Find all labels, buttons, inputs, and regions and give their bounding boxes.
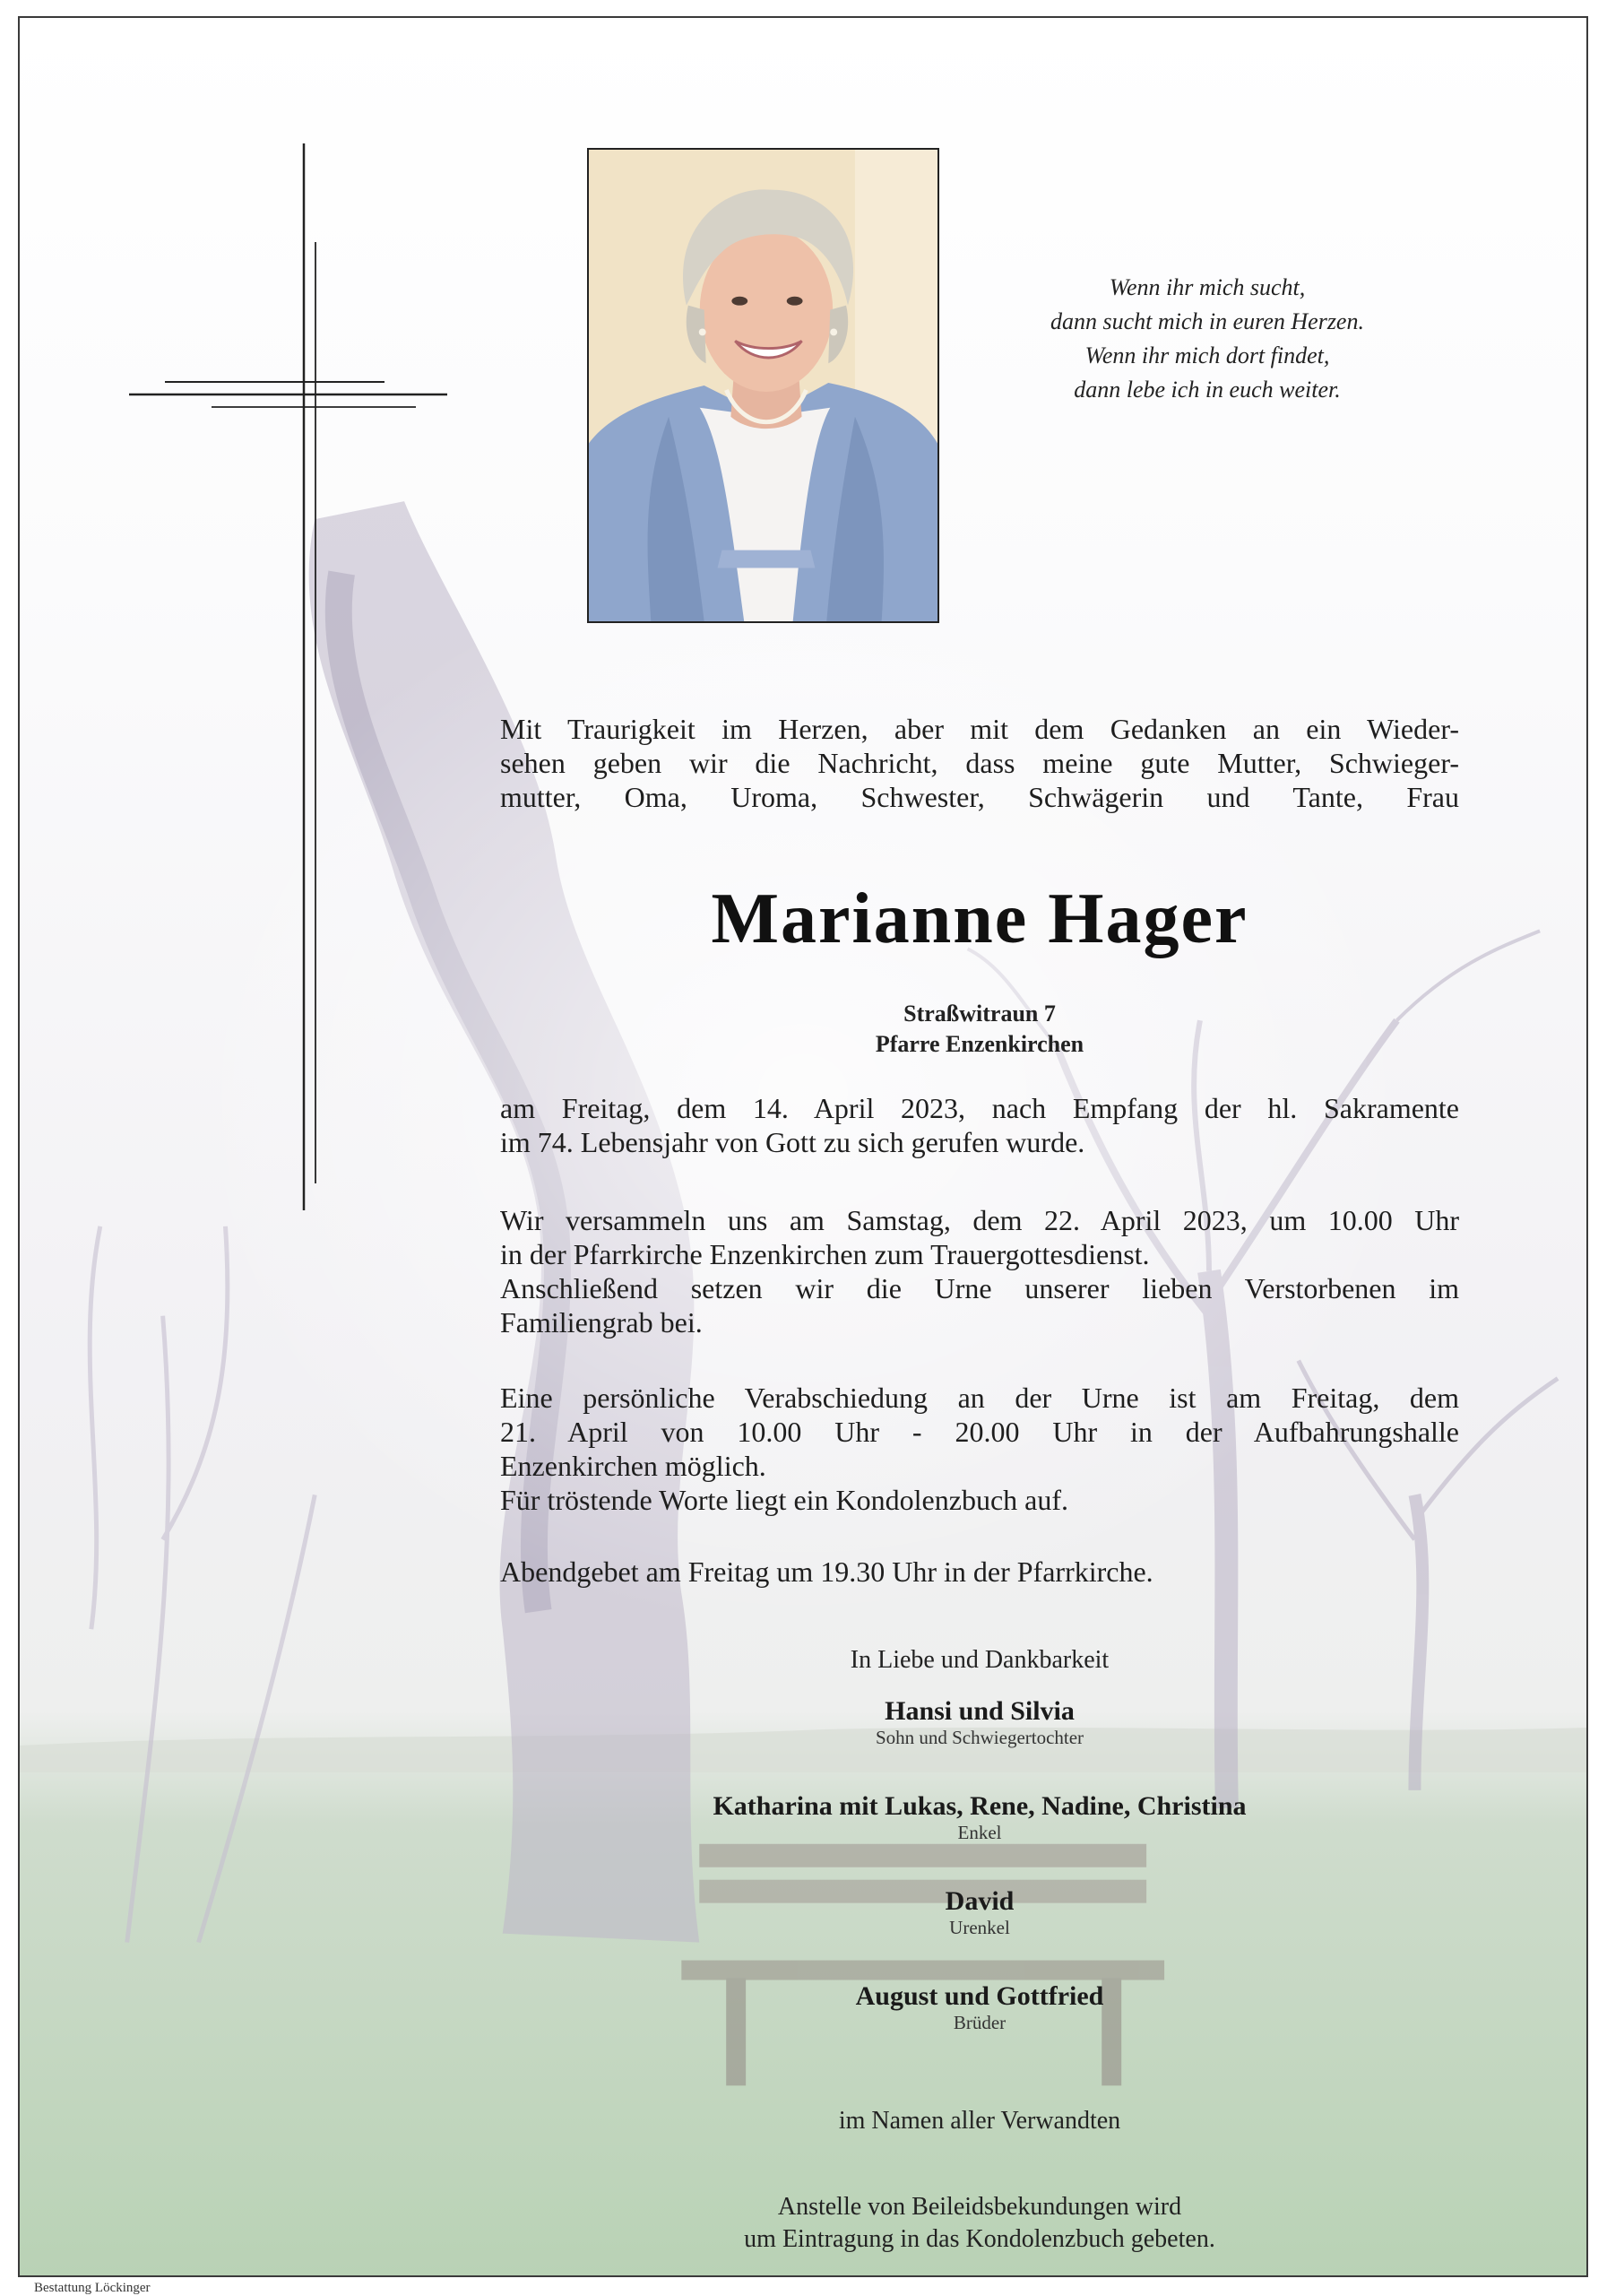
service-line: in der Pfarrkirche Enzenkirchen zum Trauergottesdienst. <box>500 1238 1150 1270</box>
mourner-entry <box>500 1696 1459 1749</box>
mourner-relation: Enkel <box>957 1822 1002 1843</box>
intro-line: mutter, Oma, Uroma, Schwester, Schwägerin und Tante, Frau <box>500 781 1459 813</box>
funeral-home-label: Bestattung Löckinger <box>34 2281 151 2295</box>
relatives-text: im Namen aller Verwandten <box>838 2107 1121 2135</box>
service-line: Familiengrab bei. <box>500 1306 703 1339</box>
deceased-address-block <box>500 999 1459 1060</box>
mourner-relation: Urenkel <box>949 1917 1010 1938</box>
poem-line: Wenn ihr mich sucht, <box>1109 274 1306 300</box>
mourner-entry <box>500 1981 1459 2034</box>
intro-line: sehen geben wir die Nachricht, dass meine gute Mutter, Schwieger- <box>500 747 1459 779</box>
service-paragraph <box>500 1203 1459 1339</box>
mourner-entry <box>500 1791 1459 1844</box>
mourner-entry <box>500 1886 1459 1939</box>
poem-line: Wenn ihr mich dort findet, <box>1084 342 1330 368</box>
poem-line: dann sucht mich in euren Herzen. <box>1050 308 1364 334</box>
evening-prayer-line: Abendgebet am Freitag um 19.30 Uhr in der Pfarrkirche. <box>500 1555 1153 1588</box>
service-line: Wir versammeln uns am Samstag, dem 22. April 2023, um 10.00 Uhr <box>500 1204 1459 1236</box>
service-line: Anschließend setzen wir die Urne unserer lieben Verstorbenen im <box>500 1272 1459 1304</box>
mourner-names: David <box>945 1886 1015 1916</box>
mourner-relation: Sohn und Schwiegertochter <box>875 1727 1084 1748</box>
intro-line: Mit Traurigkeit im Herzen, aber mit dem Gedanken an ein Wieder- <box>500 713 1459 745</box>
condolence-line: um Eintragung in das Kondolenzbuch gebeten. <box>744 2225 1215 2253</box>
farewell-line: 21. April von 10.00 Uhr - 20.00 Uhr in der Aufbahrungshalle <box>500 1416 1459 1448</box>
mourner-names: August und Gottfried <box>855 1981 1104 2011</box>
farewell-paragraph <box>500 1381 1459 1517</box>
condolence-line: Anstelle von Beileidsbekundungen wird <box>777 2193 1182 2221</box>
death-notice-line: am Freitag, dem 14. April 2023, nach Empfang der hl. Sakramente <box>500 1092 1459 1124</box>
death-notice-line: im 74. Lebensjahr von Gott zu sich gerufen wurde. <box>500 1126 1085 1158</box>
mourner-names: Katharina mit Lukas, Rene, Nadine, Christina <box>713 1791 1247 1821</box>
deceased-parish: Pfarre Enzenkirchen <box>875 1031 1084 1057</box>
farewell-line: Enzenkirchen möglich. <box>500 1450 766 1482</box>
death-notice-paragraph <box>500 1091 1459 1159</box>
deceased-address: Straßwitraun 7 <box>903 1001 1056 1027</box>
cross-icon <box>129 143 452 1219</box>
portrait-photo <box>587 148 939 623</box>
farewell-line: Für tröstende Worte liegt ein Kondolenzbuch auf. <box>500 1484 1068 1516</box>
poem-line: dann lebe ich in euch weiter. <box>1074 377 1341 403</box>
notice-frame <box>18 16 1588 2277</box>
closing-text: In Liebe und Dankbarkeit <box>850 1646 1110 1674</box>
intro-paragraph <box>500 712 1459 814</box>
mourner-names: Hansi und Silvia <box>885 1696 1075 1726</box>
poem <box>988 271 1427 407</box>
mourner-relation: Brüder <box>953 2012 1007 2033</box>
evening-prayer-paragraph <box>500 1555 1459 1589</box>
condolence-note <box>500 2191 1459 2256</box>
deceased-name: Marianne Hager <box>711 879 1248 958</box>
farewell-line: Eine persönliche Verabschiedung an der Urne ist am Freitag, dem <box>500 1382 1459 1414</box>
